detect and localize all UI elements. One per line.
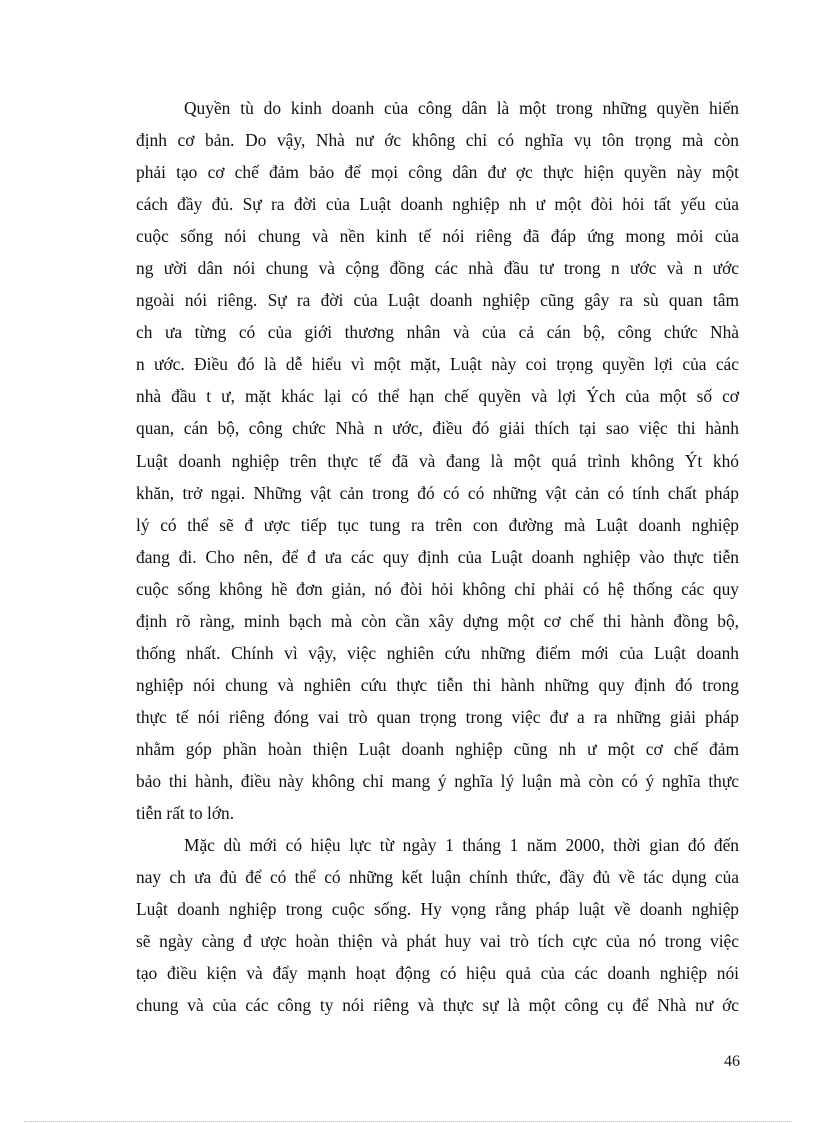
text-line: ch ưa từng có của giới thương nhân và của cả cán bộ, công chức Nhà (136, 322, 739, 343)
text-line: Quyền tù do kinh doanh của công dân là một trong những quyền hiến (184, 98, 739, 118)
text-line: định cơ bản. Do vậy, Nhà nư ớc không chỉ có nghĩa vụ tôn trọng mà còn (136, 130, 739, 151)
text-line: Luật doanh nghiệp trong cuộc sống. Hy vọng rằng pháp luật về doanh nghiệp (136, 899, 739, 920)
text-line: Mặc dù mới có hiệu lực từ ngày 1 tháng 1 năm 2000, thời gian đó đến (184, 835, 739, 856)
text-line: sẽ ngày càng đ ược hoàn thiện và phát huy vai trò tích cực của nó trong việc (136, 931, 739, 952)
text-line: khăn, trở ngại. Những vật cản trong đó có có những vật cản có tính chất pháp (136, 482, 739, 503)
text-line: định rõ ràng, minh bạch mà còn cần xây dựng một cơ chế thi hành đồng bộ, (136, 610, 739, 631)
footer-divider (24, 1121, 792, 1122)
text-line: tiễn rất to lớn. (136, 803, 235, 824)
page-number: 46 (724, 1053, 740, 1070)
text-line: ng ười dân nói chung và cộng đồng các nhà đầu tư trong n ước và n ước (136, 258, 739, 279)
text-line: bảo thi hành, điều này không chỉ mang ý nghĩa lý luận mà còn có ý nghĩa thực (136, 770, 739, 791)
text-line: thống nhất. Chính vì vậy, việc nghiên cứu những điểm mới của Luật doanh (136, 642, 739, 663)
text-line: đang đi. Cho nên, để đ ưa các quy định của Luật doanh nghiệp vào thực tiễn (136, 546, 739, 567)
text-line: ngoài nói riêng. Sự ra đời của Luật doanh nghiệp cũng gây ra sù quan tâm (136, 290, 739, 311)
text-line: quan, cán bộ, công chức Nhà n ước, điều đó giải thích tại sao việc thi hành (136, 418, 739, 439)
text-line: cách đầy đủ. Sự ra đời của Luật doanh nghiệp nh ư một đòi hỏi tất yếu của (136, 194, 739, 215)
text-line: cuộc sống không hề đơn giản, nó đòi hỏi không chỉ phải có hệ thống các quy (136, 578, 739, 599)
text-line: nhà đầu t ư, mặt khác lại có thể hạn chế quyền và lợi Ých của một số cơ (136, 386, 739, 407)
text-line: Luật doanh nghiệp trên thực tế đã và đang là một quá trình không Ýt khó (136, 450, 739, 471)
text-line: lý có thể sẽ đ ược tiếp tục tung ra trên con đường mà Luật doanh nghiệp (136, 514, 739, 535)
text-line: cuộc sống nói chung và nền kinh tế nói riêng đã đáp ứng mong mỏi của (136, 226, 739, 247)
text-line: phải tạo cơ chế đảm bảo để mọi công dân đư ợc thực hiện quyền này một (136, 162, 739, 183)
text-line: tạo điều kiện và đẩy mạnh hoạt động có hiệu quả của các doanh nghiệp nói (136, 963, 739, 984)
text-line: thực tế nói riêng đóng vai trò quan trọng trong việc đư a ra những giải pháp (136, 706, 739, 727)
text-line: nay ch ưa đủ để có thể có những kết luận chính thức, đầy đủ về tác dụng của (136, 867, 739, 888)
text-line: chung và của các công ty nói riêng và thực sự là một công cụ để Nhà nư ớc (136, 995, 739, 1016)
text-line: nghiệp nói chung và nghiên cứu thực tiễn thi hành những quy định đó trong (136, 674, 739, 695)
text-line: nhằm góp phần hoàn thiện Luật doanh nghiệp cũng nh ư một cơ chế đảm (136, 738, 739, 759)
body-text (136, 92, 739, 1021)
text-line: n ước. Điều đó là dễ hiểu vì một mặt, Luật này coi trọng quyền lợi của các (136, 354, 739, 375)
